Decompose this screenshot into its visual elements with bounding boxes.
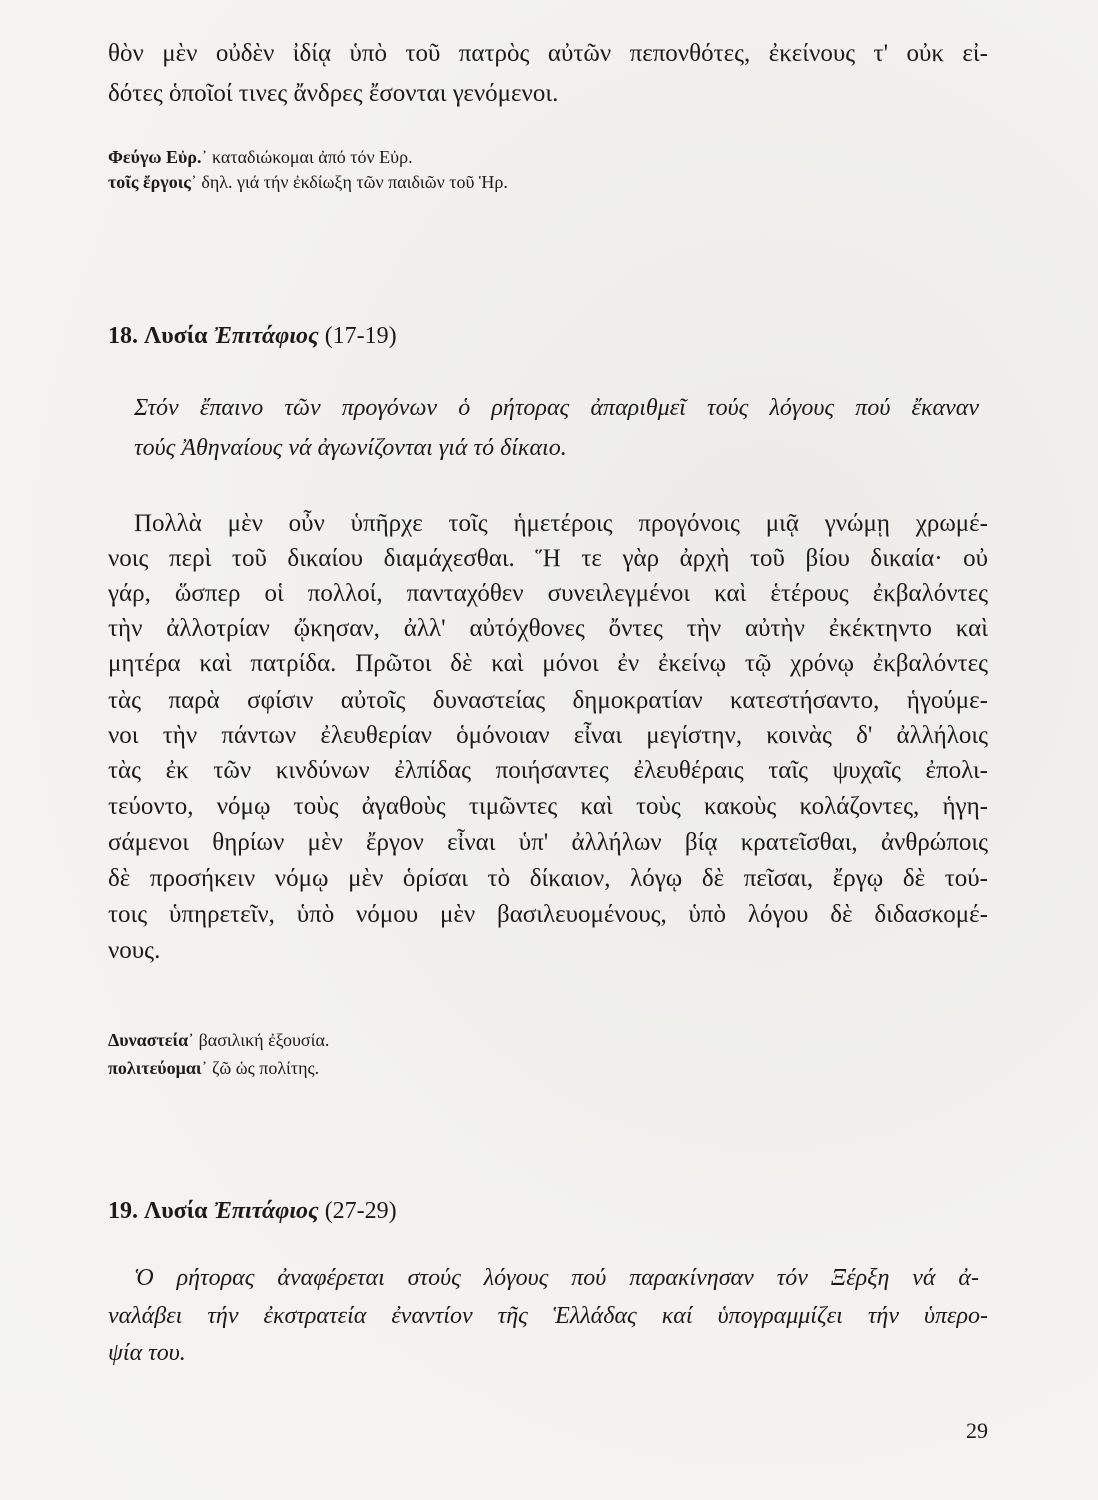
section-18-intro-line-1: Στόν ἔπαινο τῶν προγόνων ὁ ρήτορας ἀπαριθμεῖ τούς λόγους πού ἔκαναν — [134, 395, 979, 421]
gloss-term: Φεύγω Εὐρ. — [108, 147, 202, 167]
section-work: Ἐπιτάφιος — [213, 323, 319, 349]
section-18-text-line: νοις περὶ τοῦ δικαίου διαμάχεσθαι. Ἥ τε γὰρ ἀρχὴ τοῦ βίου δικαία· οὐ — [108, 545, 988, 572]
gloss-term: τοῖς ἔργοις — [108, 172, 191, 192]
gloss-definition: δηλ. γιά τήν ἐκδίωξη τῶν παιδιῶν τοῦ Ἡρ. — [201, 172, 508, 192]
section-18-text-line: τοις ὑπηρετεῖν, ὑπὸ νόμου μὲν βασιλευομένους, ὑπὸ λόγου δὲ διδασκομέ- — [108, 901, 988, 928]
section-19-intro-line-1: Ὁ ρήτορας ἀναφέρεται στούς λόγους πού παρακίνησαν τόν Ξέρξη νά ἀ- — [134, 1265, 979, 1291]
section-18-text-line: Πολλὰ μὲν οὖν ὑπῆρχε τοῖς ἡμετέροις προγόνοις μιᾷ γνώμῃ χρωμέ- — [134, 510, 988, 537]
gloss-line — [108, 172, 508, 193]
section-18-text-line: νους. — [108, 937, 161, 964]
section-18-text-line: τὰς παρὰ σφίσιν αὐτοῖς δυναστείας δημοκρατίαν κατεστήσαντο, ἡγούμε- — [108, 687, 988, 714]
gloss-term: πολιτεύομαι — [108, 1058, 202, 1078]
section-18-intro-line-2: τούς Ἀθηναίους νά ἀγωνίζονται γιά τό δίκαιο. — [134, 435, 567, 461]
gloss-line — [108, 1058, 319, 1079]
gloss-definition: καταδιώκομαι ἀπό τόν Εὐρ. — [212, 147, 413, 167]
section-author: Λυσία — [144, 1198, 208, 1224]
gloss-definition: ζῶ ὡς πολίτης. — [211, 1058, 320, 1078]
section-18-text-line: τὰς ἐκ τῶν κινδύνων ἐλπίδας ποιήσαντες ἐλευθέραις ταῖς ψυχαῖς ἐπολι- — [108, 757, 988, 784]
section-18-text-line: δὲ προσήκειν νόμῳ μὲν ὁρίσαι τὸ δίκαιον, λόγῳ δὲ πεῖσαι, ἔργῳ δὲ τού- — [108, 865, 988, 892]
gloss-definition: βασιλική ἐξουσία. — [198, 1030, 330, 1050]
section-19-heading — [108, 1198, 397, 1225]
section-range: (17-19) — [324, 323, 397, 349]
section-18-heading — [108, 323, 397, 350]
section-range: (27-29) — [324, 1198, 397, 1224]
section-18-text-line: νοι τὴν πάντων ἐλευθερίαν ὁμόνοιαν εἶναι μεγίστην, κοινὰς δ' ἀλλήλοις — [108, 722, 988, 749]
top-paragraph-line-2: δότες ὁποῖοί τινες ἄνδρες ἔσονται γενόμενοι. — [108, 80, 559, 107]
top-paragraph-line-1: θὸν μὲν οὐδὲν ἰδίᾳ ὑπὸ τοῦ πατρὸς αὐτῶν πεπονθότες, ἐκείνους τ' οὐκ εἰ- — [108, 40, 988, 67]
section-18-text-line: τεύοντο, νόμῳ τοὺς ἀγαθοὺς τιμῶντες καὶ τοὺς κακοὺς κολάζοντες, ἡγη- — [108, 793, 988, 820]
gloss-separator: ᾿ — [188, 1030, 199, 1050]
page-number: 29 — [966, 1418, 988, 1443]
gloss-term: Δυναστεία — [108, 1030, 189, 1050]
section-19-intro-line-3: ψία του. — [108, 1340, 186, 1366]
section-18-text-line: τὴν ἀλλοτρίαν ᾤκησαν, ἀλλ' αὐτόχθονες ὄντες τὴν αὐτὴν ἐκέκτηντο καὶ — [108, 615, 988, 642]
section-18-text-line: μητέρα καὶ πατρίδα. Πρῶτοι δὲ καὶ μόνοι ἐν ἐκείνῳ τῷ χρόνῳ ἐκβαλόντες — [108, 650, 988, 677]
section-18-text-line: γάρ, ὥσπερ οἱ πολλοί, πανταχόθεν συνειλεγμένοι καὶ ἑτέρους ἐκβαλόντες — [108, 580, 988, 607]
gloss-separator: ᾿ — [201, 1058, 212, 1078]
section-number: 18. — [108, 323, 138, 349]
gloss-line — [108, 1030, 329, 1051]
gloss-line — [108, 147, 413, 168]
section-18-text-line: σάμενοι θηρίων μὲν ἔργον εἶναι ὑπ' ἀλλήλων βίᾳ κρατεῖσθαι, ἀνθρώποις — [108, 829, 988, 856]
gloss-separator: ᾿ — [201, 147, 213, 167]
section-19-intro-line-2: ναλάβει τήν ἐκστρατεία ἐναντίον τῆς Ἑλλάδας καί ὑπογραμμίζει τήν ὑπερο- — [108, 1303, 988, 1329]
section-work: Ἐπιτάφιος — [213, 1198, 319, 1224]
section-author: Λυσία — [144, 323, 208, 349]
gloss-separator: ᾿ — [190, 172, 202, 192]
section-number: 19. — [108, 1198, 138, 1224]
